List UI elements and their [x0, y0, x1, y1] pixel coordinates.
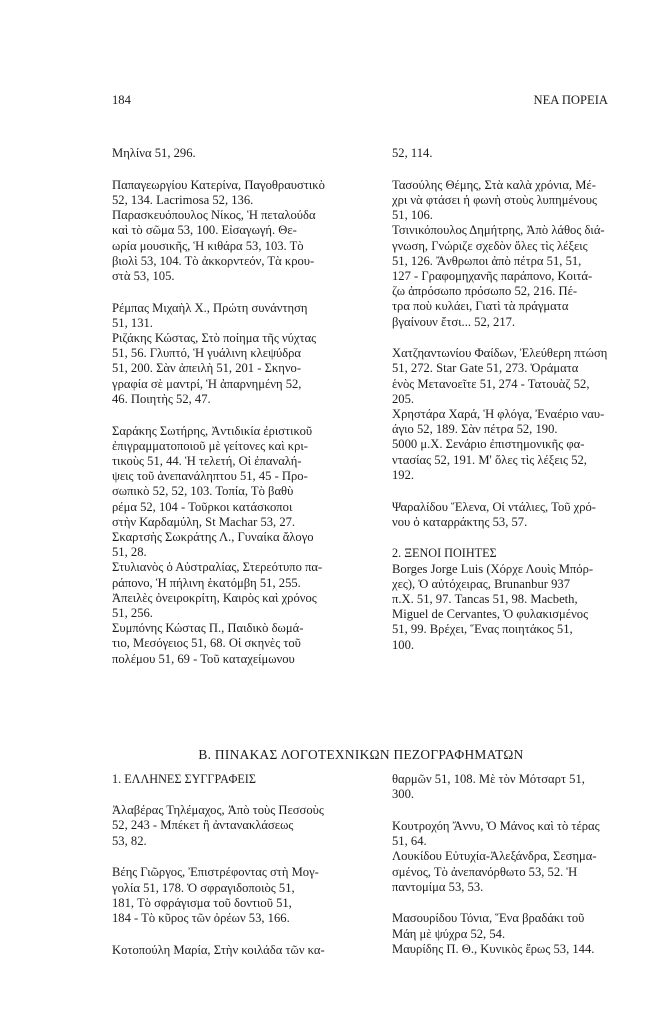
entry-line: ρέμα 52, 104 - Τοῦρκοι κατάσκοποι [112, 499, 293, 514]
section-b-left-column [112, 772, 357, 958]
index-entry [392, 223, 637, 329]
entry-line: Borges Jorge Luis (Χόρχε Λουὶς Μπόρ- [392, 561, 594, 576]
entry-line: γραφία σὲ μαντρί, Ἡ ἀπαρνημένη 52, [112, 376, 302, 391]
entry-line: 51, 106. [392, 208, 433, 223]
entry-line: Τσινικόπουλος Δημήτρης, Ἀπὸ λάθος διά- [392, 223, 605, 238]
index-entry [112, 943, 357, 958]
section-a-left-column [112, 146, 357, 667]
index-entry [112, 301, 357, 331]
index-entry [112, 331, 357, 407]
entry-line: ψεις τοῦ ἀνεπανάληπτου 51, 45 - Προ- [112, 469, 308, 484]
entry-line: Παρασκευόπουλος Νίκος, Ἡ πεταλούδα [112, 208, 316, 223]
entry-line: Συμπόνης Κώστας Π., Παιδικὸ δωμά- [112, 621, 304, 636]
entry-line: Ριζάκης Κώστας, Στὸ ποίημα τῆς νύχτας [112, 331, 317, 346]
entry-line: 51, 64. [392, 834, 427, 849]
entry-line: άγιο 52, 189. Σὰν πέτρα 52, 190. [392, 422, 558, 437]
entry-line: στὴν Καρδαμύλη, St Machar 53, 27. [112, 514, 296, 529]
prose-index-title: Β. ΠΙΝΑΚΑΣ ΛΟΓΟΤΕΧΝΙΚΩΝ ΠΕΖΟΓΡΑΦΗΜΑΤΩΝ [198, 747, 524, 762]
entry-line: ἐπιγραμματοποιοῦ μὲ γείτονες καὶ κρι- [112, 438, 308, 453]
foreign-poets-subheading: 2. ΞΕΝΟΙ ΠΟΙΗΤΕΣ [392, 546, 497, 561]
entry-line: 51, 256. [112, 605, 153, 620]
entry-line: 300. [392, 787, 415, 802]
entry-line: Ρέμπας Μιχαὴλ Χ., Πρώτη συνάντηση [112, 300, 308, 315]
entry-line: καὶ τὸ σῶμα 53, 100. Εἰσαγωγή. Θε- [112, 223, 297, 238]
entry-line: ἑνὸς Μετανοεῖτε 51, 274 - Τατουὰζ 52, [392, 376, 590, 391]
index-entry [392, 819, 637, 849]
entry-line: Κουτροχόη Ἄννυ, Ὁ Μάνος καὶ τὸ τέρας [392, 818, 600, 833]
entry-line: 184 - Τὸ κῦρος τῶν ὀρέων 53, 166. [112, 910, 290, 925]
index-entry [392, 562, 637, 653]
entry-line: Σαράκης Σωτήρης, Ἀντιδικία ἐριστικοῦ [112, 423, 313, 438]
entry-line: 51, 126. Ἄνθρωποι ἀπὸ πέτρα 51, 51, [392, 253, 582, 268]
entry-line: Παπαγεωργίου Κατερίνα, Παγοθραυστικὸ [112, 177, 325, 192]
entry-line: 46. Ποιητὴς 52, 47. [112, 391, 211, 406]
index-entry [112, 803, 357, 849]
entry-line: χες), Ὁ αὐτόχειρας, Brunanbur 937 [392, 576, 570, 591]
entry-line: Βέης Γιῶργος, Ἐπιστρέφοντας στὴ Μογ- [112, 865, 319, 880]
entry-line: 53, 82. [112, 833, 147, 848]
index-entry [112, 621, 357, 667]
entry-line: Μηλίνα 51, 296. [112, 146, 196, 160]
index-entry [112, 208, 357, 284]
entry-line: 51, 56. Γλυπτό, Ἡ γυάλινη κλεψύδρα [112, 346, 302, 361]
index-entry [392, 942, 637, 957]
entry-line: νου ὁ καταρράκτης 53, 57. [392, 514, 528, 529]
entry-line: γολία 51, 178. Ὁ σφραγιδοποιὸς 51, [112, 880, 295, 895]
entry-line: Ἀλαβέρας Τηλέμαχος, Ἀπὸ τοὺς Πεσσοὺς [112, 803, 324, 818]
entry-line: ράπονο, Ἡ πήλινη ἑκατόμβη 51, 255. [112, 575, 301, 590]
entry-line: 52, 243 - Μπέκετ ἢ ἀντανακλάσεως [112, 818, 294, 833]
entry-line: θαρμῶν 51, 108. Μὲ τὸν Μότσαρτ 51, [392, 772, 585, 786]
entry-line: 181, Τὸ σφράγισμα τοῦ δοντιοῦ 51, [112, 895, 292, 910]
entry-line: 51, 28. [112, 545, 147, 560]
entry-line: παντομίμα 53, 53. [392, 879, 484, 894]
entry-line: 51, 272. Star Gate 51, 273. Ὁράματα [392, 361, 579, 376]
entry-line: Κοτοπούλη Μαρία, Στὴν κοιλάδα τῶν κα- [112, 942, 325, 957]
entry-line: Μασουρίδου Τόνια, Ἕνα βραδάκι τοῦ [392, 911, 585, 926]
entry-line: Χρηστάρα Χαρά, Ἡ φλόγα, Ἐναέριο ναυ- [392, 407, 605, 422]
index-entry [112, 530, 357, 560]
entry-line: Μαυρίδης Π. Θ., Κυνικὸς ἔρως 53, 144. [392, 941, 595, 956]
entry-line: στὰ 53, 105. [112, 268, 175, 283]
index-entry [392, 178, 637, 224]
index-entry-continuation [112, 146, 357, 161]
entry-line: βιολὶ 53, 104. Τὸ ἀκκορντεόν, Τὰ κρου- [112, 253, 315, 268]
entry-line: Σκαρτσὴς Σωκράτης Λ., Γυναίκα ἄλογο [112, 529, 314, 544]
index-entry [392, 346, 637, 407]
entry-line: χρι νὰ φτάσει ἡ φωνὴ στοὺς λυπημένους [392, 192, 597, 207]
index-entry [112, 560, 357, 621]
entry-line: σμένος, Τὸ ἀνεπανόρθωτο 53, 52. Ἡ [392, 864, 578, 879]
entry-line: 5000 μ.Χ. Σενάριο ἐπιστημονικῆς φα- [392, 437, 585, 452]
entry-line: Miguel de Cervantes, Ὁ φυλακισμένος [392, 607, 589, 622]
entry-line: 51, 99. Βρέχει, Ἕνας ποιητάκος 51, [392, 622, 573, 637]
index-entry [392, 911, 637, 941]
entry-line: τικοὺς 51, 44. Ἡ τελετή, Οἱ ἐπαναλή- [112, 453, 302, 468]
entry-line: ζω ἀπρόσωπο πρόσωπο 52, 216. Πέ- [392, 284, 578, 299]
index-entry [392, 500, 637, 530]
entry-line: ωρία μουσικῆς, Ἡ κιθάρα 53, 103. Τὸ [112, 238, 304, 253]
index-entry-continuation [392, 146, 637, 161]
entry-line: Ψαραλίδου Ἕλενα, Οἱ ντάλιες, Τοῦ χρό- [392, 499, 596, 514]
entry-line: 127 - Γραφομηχανῆς παράπονο, Κοιτά- [392, 268, 593, 283]
entry-line: 192. [392, 467, 415, 482]
entry-line: 100. [392, 637, 415, 652]
entry-line: 51, 131. [112, 315, 153, 330]
section-b-right-column [392, 772, 637, 957]
greek-authors-subheading: 1. ΕΛΛΗΝΕΣ ΣΥΓΓΡΑΦΕΙΣ [112, 772, 256, 786]
entry-line: σωπικὸ 52, 52, 103. Τοπία, Τὸ βαθὺ [112, 484, 294, 499]
entry-line: π.Χ. 51, 97. Tancas 51, 98. Macbeth, [392, 592, 578, 607]
index-entry-continuation [392, 772, 637, 802]
entry-line: Χατζηαντωνίου Φαίδων, Ἐλεύθερη πτώση [392, 346, 608, 361]
entry-line: 51, 200. Σὰν ἀπειλὴ 51, 201 - Σκηνο- [112, 361, 302, 376]
entry-line: 205. [392, 391, 415, 406]
entry-line: Τασούλης Θέμης, Στὰ καλὰ χρόνια, Μέ- [392, 177, 596, 192]
entry-line: Στυλιανὸς ὁ Αὐστραλίας, Στερεότυπο πα- [112, 560, 323, 575]
entry-line: ντασίας 52, 191. Μ' ὅλες τὶς λέξεις 52, [392, 452, 587, 467]
index-entry [392, 407, 637, 483]
entry-line: τρα ποὺ κυλάει, Γιατὶ τὰ πράγματα [392, 299, 569, 314]
entry-line: γνωση, Γνώριζε σχεδὸν ὅλες τὶς λέξεις [392, 238, 588, 253]
index-entry [112, 424, 357, 530]
entry-line: βγαίνουν ἔτσι... 52, 217. [392, 314, 516, 329]
entry-line: Λουκίδου Εὐτυχία-Ἀλεξάνδρα, Σεσημα- [392, 849, 597, 864]
entry-line: Ἀπειλὲς ὀνειροκρίτη, Καιρὸς καὶ χρόνος [112, 590, 317, 605]
entry-line: πολέμου 51, 69 - Τοῦ καταχείμωνου [112, 651, 295, 666]
entry-line: 52, 134. Lacrimosa 52, 136. [112, 192, 254, 207]
index-entry [112, 865, 357, 926]
index-entry [112, 178, 357, 208]
index-entry [392, 849, 637, 895]
entry-line: τιο, Μεσόγειος 51, 68. Οἱ σκηνὲς τοῦ [112, 636, 301, 651]
section-a-right-column [392, 146, 637, 669]
entry-line: Μάη μὲ ψύχρα 52, 54. [392, 926, 506, 941]
entry-line: 52, 114. [392, 146, 433, 160]
running-title: ΝΕΑ ΠΟΡΕΙΑ [533, 93, 608, 107]
page-number: 184 [112, 93, 131, 107]
